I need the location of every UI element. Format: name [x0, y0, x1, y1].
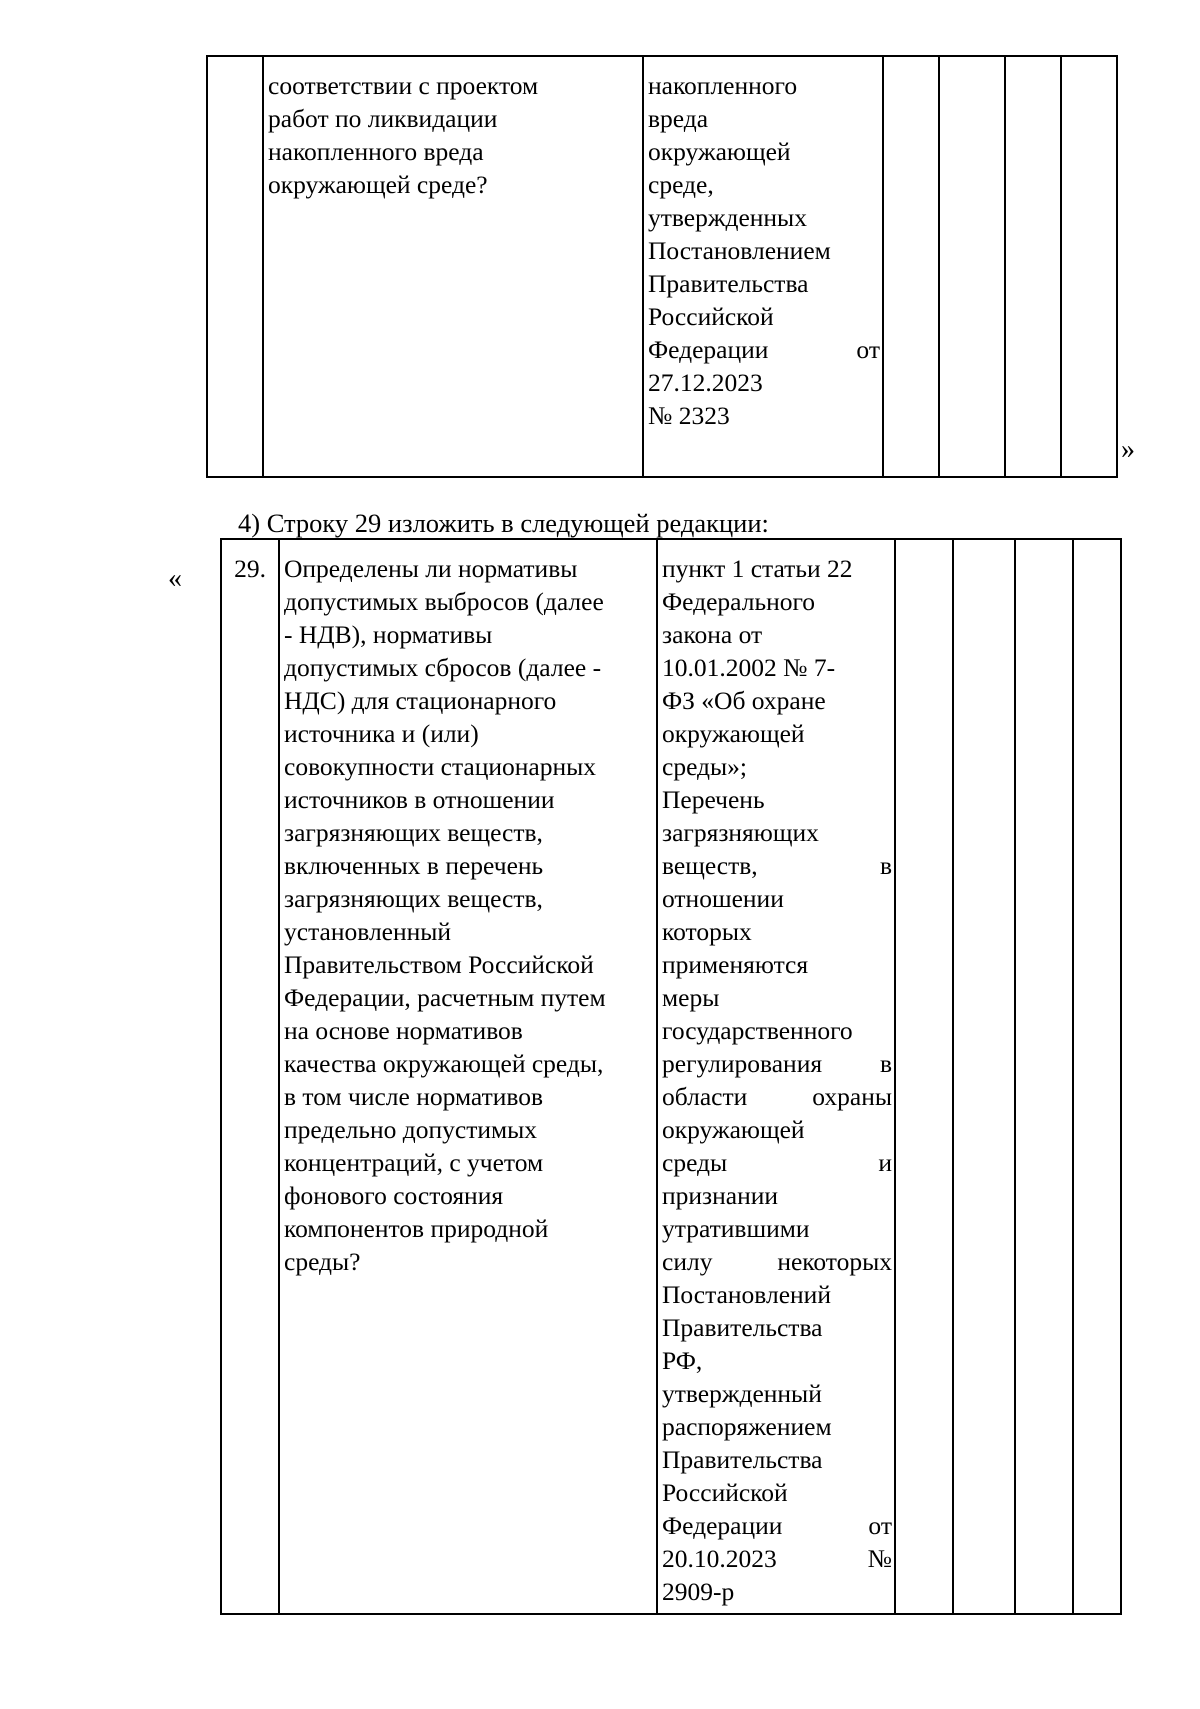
text-line: фонового состояния	[284, 1181, 504, 1210]
row-number-cell	[207, 56, 263, 477]
text-line: концентраций, с учетом	[284, 1148, 544, 1177]
text-line: утвержденный	[662, 1379, 822, 1408]
text-line: загрязняющих	[662, 818, 819, 847]
text-line: 27.12.2023	[648, 368, 763, 397]
text-line: Федерального	[662, 587, 816, 616]
text-line: Постановлением	[648, 236, 831, 265]
table-row	[207, 56, 1117, 477]
answer-na-cell	[1015, 539, 1073, 1614]
text-line: допустимых выбросов (далее	[284, 587, 604, 616]
answer-yes-cell	[883, 56, 939, 477]
text-line: 2909-р	[662, 1577, 735, 1606]
text-line: накопленного вреда	[268, 137, 484, 166]
text-line: веществ, в	[662, 851, 892, 880]
text-line: - НДВ), нормативы	[284, 620, 493, 649]
text-line: установленный	[284, 917, 452, 946]
row-number-cell	[221, 539, 279, 1614]
text-line: 10.01.2002 № 7-	[662, 653, 836, 682]
text-line: государственного	[662, 1016, 853, 1045]
text-line: Правительства	[662, 1445, 823, 1474]
text-line: НДС) для стационарного	[284, 686, 557, 715]
table-row	[221, 539, 1121, 1614]
amendment-instruction: 4) Строку 29 изложить в следующей редакции:	[238, 508, 769, 538]
text-line: загрязняющих веществ,	[284, 884, 543, 913]
text-line: Федерации от	[662, 1511, 892, 1540]
text-line: среды?	[284, 1247, 361, 1276]
text-line: окружающей	[662, 719, 805, 748]
text-line: распоряжением	[662, 1412, 832, 1441]
opening-quote: «	[168, 563, 182, 594]
text-line: РФ,	[662, 1346, 703, 1375]
text-line: Правительства	[648, 269, 809, 298]
text-line: компонентов природной	[284, 1214, 549, 1243]
text-line: Определены ли нормативы	[284, 554, 578, 583]
text-line: предельно допустимых	[284, 1115, 538, 1144]
question-cell	[263, 56, 643, 477]
text-line: окружающей	[648, 137, 791, 166]
answer-na-cell	[1005, 56, 1061, 477]
text-line: окружающей	[662, 1115, 805, 1144]
text-line: закона от	[662, 620, 763, 649]
text-line: накопленного	[648, 71, 798, 100]
note-cell	[1073, 539, 1121, 1614]
legal-basis-cell	[657, 539, 895, 1614]
text-line: пункт 1 статьи 22	[662, 554, 853, 583]
text-line: Правительством Российской	[284, 950, 594, 979]
text-line: загрязняющих веществ,	[284, 818, 543, 847]
text-line: источника и (или)	[284, 719, 479, 748]
text-line: включенных в перечень	[284, 851, 544, 880]
answer-no-cell	[939, 56, 1005, 477]
text-line: на основе нормативов	[284, 1016, 523, 1045]
text-line: 20.10.2023 №	[662, 1544, 892, 1573]
text-line: № 2323	[648, 401, 730, 430]
text-line: в том числе нормативов	[284, 1082, 544, 1111]
text-line: силу некоторых	[662, 1247, 892, 1276]
checklist-table-continuation	[206, 55, 1118, 478]
text-line: среды и	[662, 1148, 892, 1177]
text-line: Правительства	[662, 1313, 823, 1342]
text-line: совокупности стационарных	[284, 752, 597, 781]
text-line: утратившими	[662, 1214, 810, 1243]
legal-basis-text	[658, 540, 894, 1608]
text-line: работ по ликвидации	[268, 104, 498, 133]
checklist-table-row-29	[220, 538, 1122, 1615]
text-line: ФЗ «Об охране	[662, 686, 826, 715]
answer-yes-cell	[895, 539, 953, 1614]
row-number: 29.	[234, 554, 266, 583]
text-line: качества окружающей среды,	[284, 1049, 604, 1078]
text-line: признании	[662, 1181, 779, 1210]
text-line: регулирования в	[662, 1049, 892, 1078]
text-line: Федерации от	[648, 335, 880, 364]
text-line: соответствии с проектом	[268, 71, 539, 100]
text-line: применяются	[662, 950, 809, 979]
text-line: Постановлений	[662, 1280, 831, 1309]
legal-basis-text	[644, 57, 882, 432]
legal-basis-cell	[643, 56, 883, 477]
text-line: отношении	[662, 884, 784, 913]
text-line: меры	[662, 983, 720, 1012]
text-line: которых	[662, 917, 752, 946]
question-text	[280, 540, 656, 1278]
text-line: вреда	[648, 104, 709, 133]
question-cell	[279, 539, 657, 1614]
text-line: среде,	[648, 170, 714, 199]
answer-no-cell	[953, 539, 1015, 1614]
text-line: среды»;	[662, 752, 747, 781]
text-line: Федерации, расчетным путем	[284, 983, 606, 1012]
note-cell	[1061, 56, 1117, 477]
text-line: источников в отношении	[284, 785, 555, 814]
text-line: Перечень	[662, 785, 765, 814]
text-line: утвержденных	[648, 203, 807, 232]
question-text	[264, 57, 642, 201]
text-line: окружающей среде?	[268, 170, 488, 199]
text-line: области охраны	[662, 1082, 892, 1111]
text-line: Российской	[648, 302, 774, 331]
text-line: допустимых сбросов (далее -	[284, 653, 602, 682]
text-line: Российской	[662, 1478, 788, 1507]
closing-quote: »	[1121, 434, 1135, 465]
